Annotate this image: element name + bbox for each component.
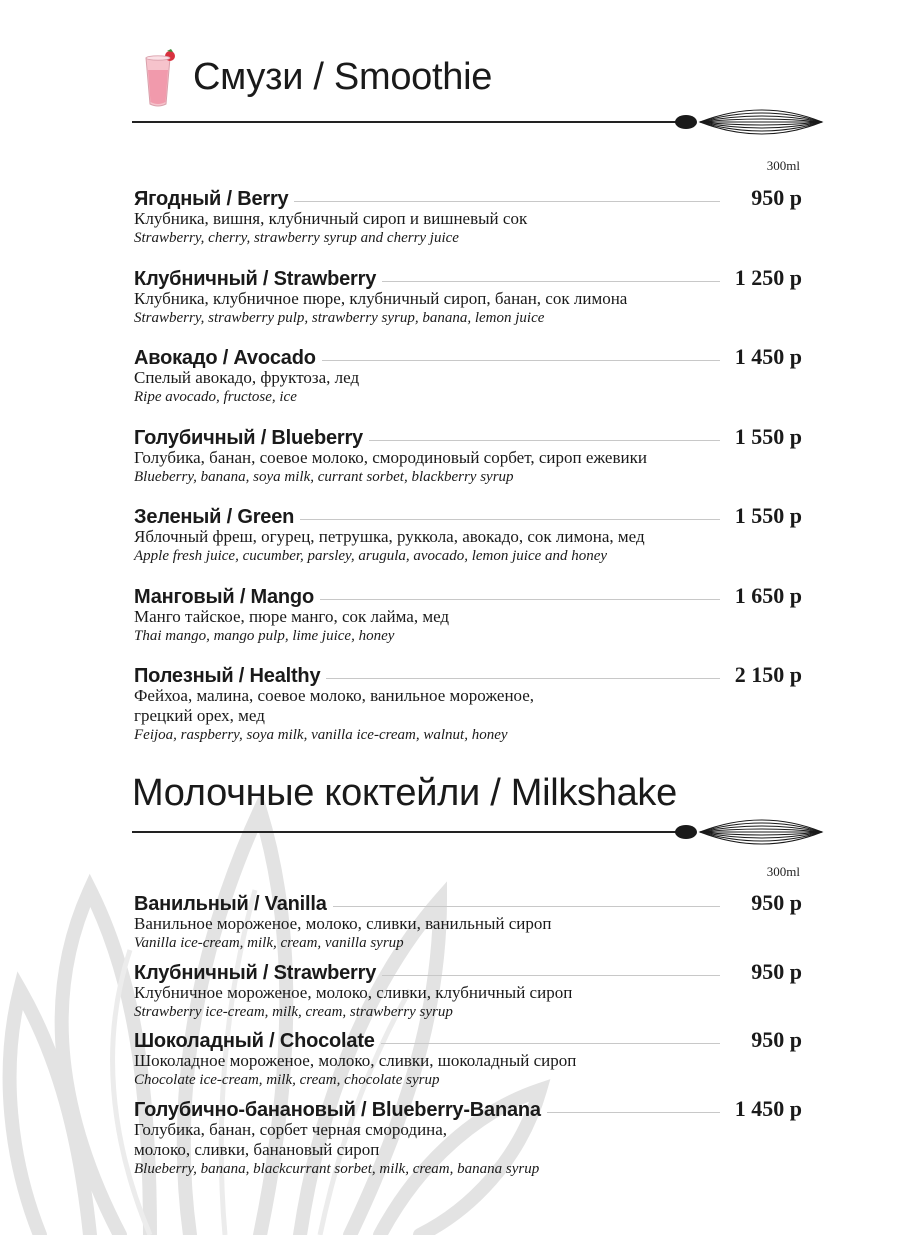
description-ru: Голубика, банан, соевое молоко, смородиновый сорбет, сироп ежевики [134, 448, 647, 467]
item-price: 1 450 р [734, 344, 802, 369]
description-ru: Клубника, клубничное пюре, клубничный сироп, банан, сок лимона [134, 289, 628, 308]
description-ru: Клубника, вишня, клубничный сироп и вишневый сок [134, 209, 528, 228]
item-price: 1 650 р [734, 583, 802, 608]
description-ru: Голубика, банан, сорбет черная смородина, [134, 1120, 448, 1139]
dotted-leader [547, 1112, 720, 1113]
smoothie-glass-icon [138, 48, 178, 110]
description-en: Blueberry, banana, blackcurrant sorbet, milk, cream, banana syrup [134, 1161, 540, 1177]
item-price: 1 550 р [734, 503, 802, 528]
description-ru: Ванильное мороженое, молоко, сливки, ванильный сироп [134, 914, 552, 933]
menu-item [134, 503, 802, 583]
description-ru: Клубничное мороженое, молоко, сливки, клубничный сироп [134, 983, 573, 1002]
dotted-leader [300, 519, 720, 520]
menu-item [134, 583, 802, 662]
item-price: 1 450 р [734, 1096, 802, 1121]
item-price: 950 р [751, 890, 802, 915]
menu-item [134, 265, 802, 344]
smoothie-volume: 300ml [766, 158, 800, 173]
milkshake-title: Молочные коктейли / Milkshake [132, 772, 677, 814]
dotted-leader [294, 201, 720, 202]
item-price: 950 р [751, 185, 802, 210]
item-name: Ягодный / Berry [134, 188, 289, 210]
item-name: Голубичный / Blueberry [134, 427, 363, 449]
menu-item [134, 185, 802, 265]
milkshake-divider [132, 831, 680, 833]
description-ru-line-2: молоко, сливки, банановый сироп [134, 1140, 380, 1159]
dotted-leader [326, 678, 720, 679]
item-name: Авокадо / Avocado [134, 347, 316, 369]
item-price: 950 р [751, 1027, 802, 1052]
dotted-leader [333, 906, 720, 907]
menu-item [134, 424, 802, 503]
dotted-leader [382, 281, 720, 282]
description-en: Vanilla ice-cream, milk, cream, vanilla syrup [134, 935, 404, 951]
menu-item [134, 344, 802, 424]
menu-item [134, 890, 802, 959]
item-price: 950 р [751, 959, 802, 984]
smoothie-list [134, 185, 802, 762]
smoothie-title: Смузи / Smoothie [193, 56, 493, 98]
description-ru: Шоколадное мороженое, молоко, сливки, шоколадный сироп [134, 1051, 577, 1070]
item-price: 1 250 р [734, 265, 802, 290]
item-name: Клубничный / Strawberry [134, 268, 377, 290]
description-en: Ripe avocado, fructose, ice [134, 389, 297, 405]
item-name: Манговый / Mango [134, 586, 314, 608]
item-name: Полезный / Healthy [134, 665, 321, 687]
description-en: Strawberry, cherry, strawberry syrup and cherry juice [134, 230, 459, 246]
description-en: Strawberry ice-cream, milk, cream, strawberry syrup [134, 1004, 453, 1020]
dotted-leader [381, 1043, 720, 1044]
menu-item [134, 662, 802, 762]
item-price: 2 150 р [734, 662, 802, 687]
description-ru: Яблочный фреш, огурец, петрушка, руккола, авокадо, сок лимона, мед [134, 527, 645, 546]
item-name: Голубично-банановый / Blueberry-Banana [134, 1099, 541, 1121]
item-name: Зеленый / Green [134, 506, 295, 528]
description-en: Thai mango, mango pulp, lime juice, honey [134, 628, 395, 644]
description-en: Chocolate ice-cream, milk, cream, chocolate syrup [134, 1072, 440, 1088]
menu-item [134, 959, 802, 1027]
description-en: Apple fresh juice, cucumber, parsley, arugula, avocado, lemon juice and honey [134, 548, 608, 564]
description-ru: Спелый авокадо, фруктоза, лед [134, 368, 360, 387]
dotted-leader [369, 440, 720, 441]
description-ru-line-2: грецкий орех, мед [134, 706, 265, 725]
milkshake-volume: 300ml [766, 864, 800, 879]
item-name: Клубничный / Strawberry [134, 962, 377, 984]
description-en: Blueberry, banana, soya milk, currant sorbet, blackberry syrup [134, 469, 514, 485]
whisk-ornament-icon [672, 814, 824, 850]
dotted-leader [382, 975, 720, 976]
milkshake-list [134, 890, 802, 1186]
description-ru: Манго тайское, пюре манго, сок лайма, мед [134, 607, 450, 626]
smoothie-divider [132, 121, 680, 123]
item-price: 1 550 р [734, 424, 802, 449]
whisk-ornament-icon [672, 104, 824, 140]
description-en: Strawberry, strawberry pulp, strawberry syrup, banana, lemon juice [134, 310, 545, 326]
description-en: Feijoa, raspberry, soya milk, vanilla ice-cream, walnut, honey [134, 727, 508, 743]
dotted-leader [322, 360, 720, 361]
dotted-leader [320, 599, 720, 600]
menu-item [134, 1096, 802, 1186]
description-ru: Фейхоа, малина, соевое молоко, ванильное мороженое, [134, 686, 535, 705]
item-name: Шоколадный / Chocolate [134, 1030, 375, 1052]
item-name: Ванильный / Vanilla [134, 893, 327, 915]
menu-item [134, 1027, 802, 1096]
